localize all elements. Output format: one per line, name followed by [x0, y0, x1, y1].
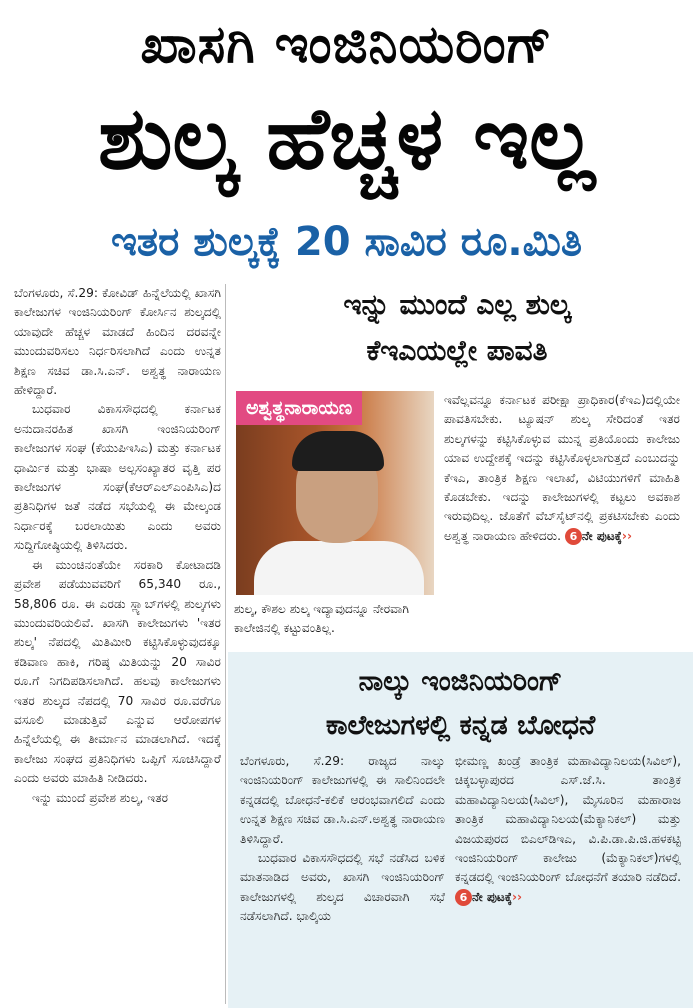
- story2-col1: [240, 752, 445, 1002]
- story1-continued-text: ಶುಲ್ಕ, ಕೌಶಲ ಶುಲ್ಕ ಇದ್ಯಾವುದನ್ನೂ ನೇರವಾಗಿ ಕಾಲೇಜಿನಲ್ಲಿ ಕಟ್ಟುವಂತಿಲ್ಲ.: [234, 602, 409, 636]
- continue-page-badge: 6: [565, 528, 582, 545]
- story2-paragraph: ಬುಧವಾರ ವಿಕಾಸಸೌಧದಲ್ಲಿ ಸಭೆ ನಡೆಸಿದ ಬಳಿಕ ಮಾತನಾಡಿದ ಅವರು, ಖಾಸಗಿ ಇಂಜಿನಿಯರಿಂಗ್ ಕಾಲೇಜುಗಳಲ್ಲಿ ಶುಲ್ಕದ ವಿಚಾರವಾಗಿ ಸಭೆ ನಡೆಸಲಾಗಿದೆ. ಭಾಲ್ಕಿಯ: [240, 851, 445, 924]
- column-divider: [225, 284, 226, 1004]
- left-paragraph: ಇನ್ನು ಮುಂದೆ ಪ್ರವೇಶ ಶುಲ್ಕ, ಇತರ: [32, 790, 169, 805]
- photo-hair: [292, 431, 384, 471]
- continue-page-badge: 6: [455, 889, 472, 906]
- photo-shirt: [254, 541, 424, 595]
- left-paragraph: ಈ ಮುಂಚಿನಂತೆಯೇ ಸರಕಾರಿ ಕೋಟಾದಡಿ ಪ್ರವೇಶ ಪಡೆಯುವವರಿಗೆ 65,340 ರೂ., 58,806 ರೂ. ಈ ಎರಡು ಸ್ಲ್ಯಾಬ್‌ಗಳಲ್ಲಿ ಶುಲ್ಕಗಳು ಮುಂದುವರಿಯಲಿವೆ. ಖಾಸಗಿ ಕಾಲೇಜುಗಳು 'ಇತರ ಶುಲ್ಕ' ನೆಪದಲ್ಲಿ ಮಿತಿಮೀರಿ ಕಟ್ಟಿಸಿಕೊಳ್ಳುವುದಕ್ಕೂ ಕಡಿವಾಣ ಹಾಕಿ, ಗರಿಷ್ಠ ಮಿತಿಯನ್ನು 20 ಸಾವಿರ ರೂ.ಗೆ ನಿಗದಿಪಡಿಸಲಾಗಿದೆ. ಹಲವು ಕಾಲೇಜುಗಳು ಇತರ ಶುಲ್ಕದ ನೆಪದಲ್ಲಿ 70 ಸಾವಿರ ರೂ.ವರೆಗೂ ವಸೂಲಿ ಮಾಡುತ್ತಿವೆ ಎನ್ನುವ ಆರೋಪಗಳ ಹಿನ್ನೆಲೆಯಲ್ಲಿ ಈ ತೀರ್ಮಾನ ಮಾಡಲಾಗಿದೆ. ಇದಕ್ಕೆ ಕಾಲೇಜು ಸಂಘದ ಪ್ರತಿನಿಧಿಗಳು ಒಪ್ಪಿಗೆ ಸೂಚಿಸಿದ್ದಾರೆ ಎಂದು ಅವರು ಮಾಹಿತಿ ನೀಡಿದರು.: [14, 557, 221, 786]
- story1-right-text: ಇವೆಲ್ಲವನ್ನೂ ಕರ್ನಾಟಕ ಪರೀಕ್ಷಾ ಪ್ರಾಧಿಕಾರ(ಕೆಇಎ)ದಲ್ಲಿಯೇ ಪಾವತಿಸಬೇಕು. ಟ್ಯೂಷನ್ ಶುಲ್ಕ ಸೇರಿದಂತೆ ಇತರ ಶುಲ್ಕಗಳನ್ನು ಕಟ್ಟಿಸಿಕೊಳ್ಳುವ ಮುನ್ನ ಪ್ರತಿಯೊಂದು ಕಾಲೇಜು ಯಾವ ಉದ್ದೇಶಕ್ಕೆ ಇದನ್ನು ಕಟ್ಟಿಸಿಕೊಳ್ಳಲಾಗುತ್ತದೆ ಎಂಬುದನ್ನು ಕೆಇಎ, ತಾಂತ್ರಿಕ ಶಿಕ್ಷಣ ಇಲಾಖೆ, ವಿಟಿಯುಗಳಿಗೆ ಮಾಹಿತಿ ಕೊಡಬೇಕು. ಇದನ್ನು ಕಾಲೇಜುಗಳಲ್ಲಿ ಕಟ್ಟಲು ಅವಕಾಶ ಇರುವುದಿಲ್ಲ. ಜೊತೆಗೆ ವೆಬ್‌ಸೈಟ್‌ನಲ್ಲಿ ಪ್ರಕಟಿಸಬೇಕು ಎಂದು ಅಶ್ವತ್ಥ ನಾರಾಯಣ ಹೇಳಿದರು. 6 ನೇ ಪುಟಕ್ಕೆ››: [444, 393, 680, 543]
- story2-headline-line1: ನಾಲ್ಕು ಇಂಜಿನಿಯರಿಂಗ್: [358, 666, 563, 697]
- headline-line2: ಶುಲ್ಕ ಹೆಚ್ಚಳ ಇಲ್ಲ: [97, 89, 596, 189]
- headline-line3: ಇತರ ಶುಲ್ಕಕ್ಕೆ 20 ಸಾವಿರ ರೂ.ಮಿತಿ: [110, 219, 583, 265]
- story1-right-column: [444, 391, 680, 646]
- story2-col2: [455, 752, 681, 1004]
- story2-paragraph: ಬೆಂಗಳೂರು, ಸೆ.29: ರಾಜ್ಯದ ನಾಲ್ಕು ಇಂಜಿನಿಯರಿಂಗ್ ಕಾಲೇಜುಗಳಲ್ಲಿ ಈ ಸಾಲಿನಿಂದಲೇ ಕನ್ನಡದಲ್ಲಿ ಬೋಧನೆ-ಕಲಿಕೆ ಆರಂಭವಾಗಲಿದೆ ಎಂದು ಉನ್ನತ ಶಿಕ್ಷಣ ಸಚಿವ ಡಾ.ಸಿ.ಎನ್.ಅಶ್ವತ್ಥ ನಾರಾಯಣ ತಿಳಿಸಿದ್ದಾರೆ.: [240, 754, 445, 846]
- story1-subhead: [226, 282, 688, 374]
- story2-col2-text: ಭೀಮಣ್ಣ ಖಂಡ್ರೆ ತಾಂತ್ರಿಕ ಮಹಾವಿದ್ಯಾನಿಲಯ(ಸಿವಿಲ್), ಚಿಕ್ಕಬಳ್ಳಾಪುರದ ಎಸ್.ಜೆ.ಸಿ. ತಾಂತ್ರಿಕ ಮಹಾವಿದ್ಯಾನಿಲಯ(ಸಿವಿಲ್), ಮೈಸೂರಿನ ಮಹಾರಾಜ ತಾಂತ್ರಿಕ ಮಹಾವಿದ್ಯಾನಿಲಯ(ಮೆಕ್ಯಾನಿಕಲ್) ಮತ್ತು ವಿಜಯಪುರದ ಬಿಎಲ್‌ಡಿಇಎ, ವಿ.ಪಿ.ಡಾ.ಪಿ.ಜಿ.ಹಳಕಟ್ಟಿ ಇಂಜಿನಿಯರಿಂಗ್ ಕಾಲೇಜು (ಮೆಕ್ಯಾನಿಕಲ್)ಗಳಲ್ಲಿ ಕನ್ನಡದಲ್ಲಿ ಇಂಜಿನಿಯರಿಂಗ್ ಬೋಧನೆಗೆ ತಯಾರಿ ನಡೆದಿದೆ. 6 ನೇ ಪುಟಕ್ಕೆ››: [455, 754, 681, 904]
- left-column: [14, 284, 221, 1004]
- story1-subhead-line2: ಕೆಇಎಯಲ್ಲೇ ಪಾವತಿ: [366, 334, 548, 367]
- headline-line1: ಖಾಸಗಿ ಇಂಜಿನಿಯರಿಂಗ್: [140, 15, 553, 75]
- left-paragraph: ಬೆಂಗಳೂರು, ಸೆ.29: ಕೋವಿಡ್ ಹಿನ್ನೆಲೆಯಲ್ಲಿ ಖಾಸಗಿ ಕಾಲೇಜುಗಳ ಇಂಜಿನಿಯರಿಂಗ್ ಕೋರ್ಸಿನ ಶುಲ್ಕದಲ್ಲಿ ಯಾವುದೇ ಹೆಚ್ಚಳ ಮಾಡದೆ ಹಿಂದಿನ ದರವನ್ನೇ ಮುಂದುವರಿಸಲು ನಿರ್ಧರಿಸಲಾಗಿದೆ ಎಂದು ಉನ್ನತ ಶಿಕ್ಷಣ ಸಚಿವ ಡಾ.ಸಿ.ಎನ್. ಅಶ್ವತ್ಥ ನಾರಾಯಣ ಹೇಳಿದ್ದಾರೆ.: [14, 286, 221, 398]
- story1-subhead-line1: ಇನ್ನು ಮುಂದೆ ಎಲ್ಲ ಶುಲ್ಕ: [343, 288, 571, 321]
- story2-headline: [228, 660, 693, 748]
- story2-headline-line2: ಕಾಲೇಜುಗಳಲ್ಲಿ ಕನ್ನಡ ಬೋಧನೆ: [325, 710, 596, 741]
- photo-name-tag: ಅಶ್ವತ್ಥನಾರಾಯಣ: [236, 391, 362, 425]
- continue-label: ನೇ ಪುಟಕ್ಕೆ: [472, 889, 513, 904]
- continue-arrows: ››: [621, 528, 632, 543]
- continue-arrows: ››: [512, 889, 523, 904]
- left-paragraph: ಬುಧವಾರ ವಿಕಾಸಸೌಧದಲ್ಲಿ ಕರ್ನಾಟಕ ಅನುದಾನರಹಿತ ಖಾಸಗಿ ಇಂಜಿನಿಯರಿಂಗ್ ಕಾಲೇಜುಗಳ ಸಂಘ (ಕೆಯುಪಿಇಸಿಎ) ಮತ್ತು ಕರ್ನಾಟಕ ಧಾರ್ಮಿಕ ಮತ್ತು ಭಾಷಾ ಅಲ್ಪಸಂಖ್ಯಾತರ ವೃತ್ತಿ ಪರ ಕಾಲೇಜುಗಳ ಸಂಘ(ಕೆಆರ್‌ಎಲ್‌ಎಂಪಿಸಿಎ)ದ ಪ್ರತಿನಿಧಿಗಳ ಜತೆ ನಡೆದ ಸಭೆಯಲ್ಲಿ ಈ ಮೇಲ್ಕಂಡ ನಿರ್ಧಾರಕ್ಕೆ ಬರಲಾಯಿತು ಎಂದು ಅವರು ಸುದ್ದಿಗೋಷ್ಠಿಯಲ್ಲಿ ತಿಳಿಸಿದರು.: [14, 402, 221, 553]
- continue-label: ನೇ ಪುಟಕ್ಕೆ: [581, 528, 622, 543]
